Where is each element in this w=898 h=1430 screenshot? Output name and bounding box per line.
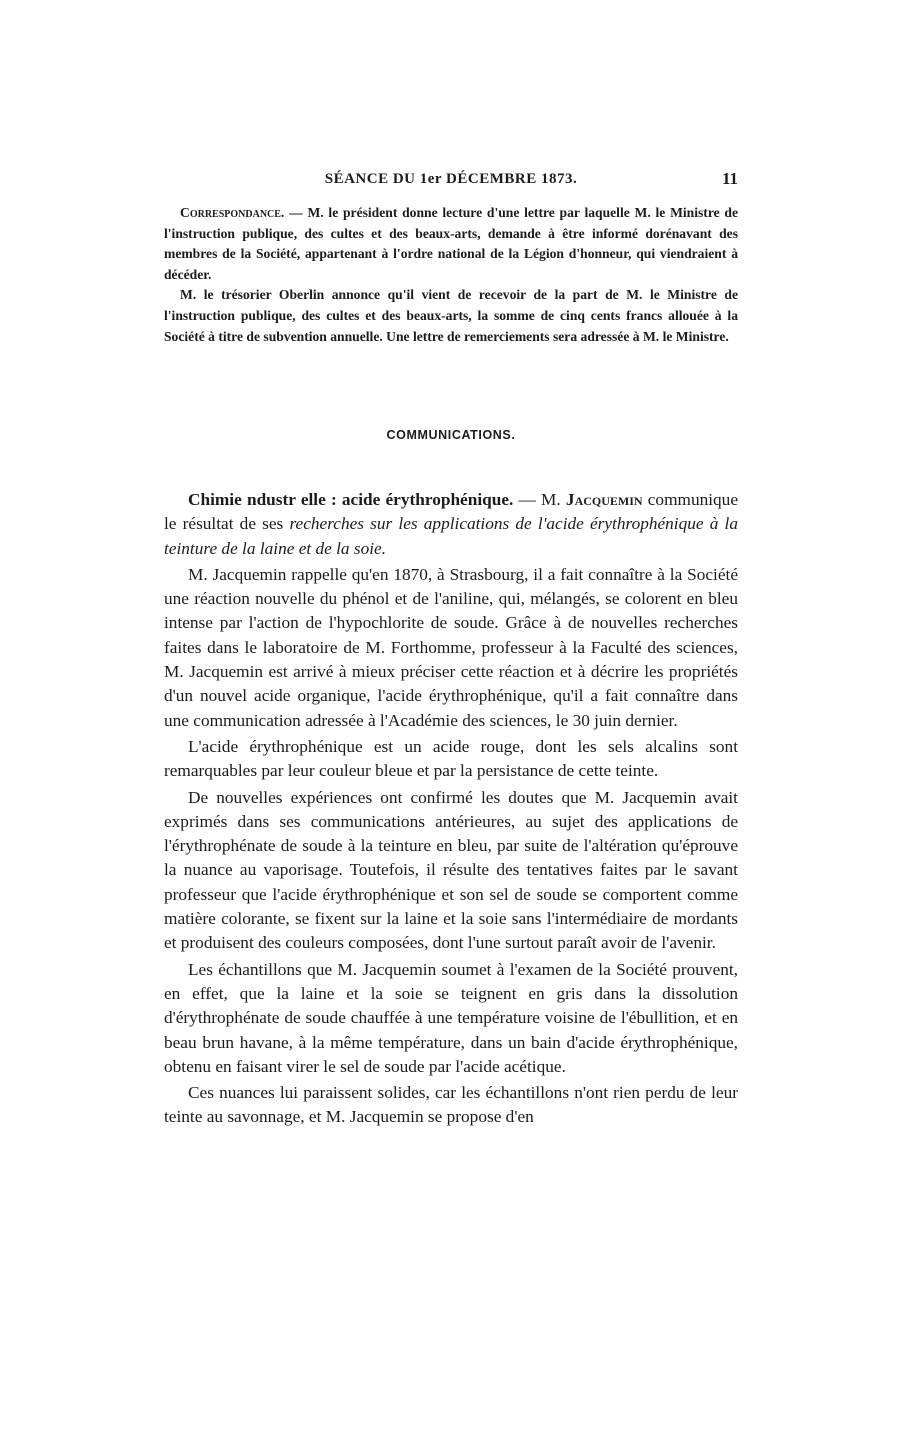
running-title: SÉANCE DU 1er DÉCEMBRE 1873. (324, 171, 578, 187)
paragraph-3: De nouvelles expériences ont confirmé les doutes que M. Jacquemin avait exprimés dans ses communications antérieures, au sujet des applications de l'érythrophénate de soude à la teinture en bleu, par suite de l'altération qu'éprouve la nuance au vaporisage. Toutefois, il résulte des tentatives faites par le savant professeur que l'acide érythrophénique et son sel de soude se comportent comme matière colorante, se fixent sur la laine et la soie sans l'intermédiaire de mordants et produisent des couleurs composées, dont l'une surtout paraît avoir de l'avenir. (164, 787, 738, 953)
paragraph-1: M. Jacquemin rappelle qu'en 1870, à Strasbourg, il a fait connaître à la Société une réaction nouvelle du phénol et de l'aniline, qui, mélangés, se colorent en bleu intense par l'action de l'hypochlorite de soude. Grâce à de nouvelles recherches faites dans le laboratoire de M. Forthomme, professeur à la Faculté des sciences, M. Jacquemin est arrivé à mieux préciser cette réaction et à décrire les propriétés d'un nouvel acide organique, l'acide érythrophénique, qu'il a fait connaître dans une communication adressée à l'Académie des sciences, le 30 juin dernier. (164, 564, 738, 730)
correspondence-paragraph-2: M. le trésorier Oberlin annonce qu'il vient de recevoir de la part de M. le Ministre de l'instruction publique, des cultes et des beaux-arts, la somme de cinq cents francs allouée à la Société à titre de subvention annuelle. Une lettre de remerciements sera adressée à M. le Ministre. (164, 287, 738, 344)
communication-intro (164, 488, 738, 561)
correspondence-paragraph-1 (164, 203, 738, 285)
section-heading: COMMUNICATIONS. (386, 428, 516, 442)
communication-body (164, 488, 738, 1132)
communication-title: recherches sur les applications de l'acide érythrophénique à la teinture de la laine et de la soie. (164, 514, 738, 558)
verb-text: communique le résultat de ses (164, 490, 738, 534)
author-name: Jacquemin (565, 490, 643, 509)
paragraph-5: Ces nuances lui paraissent solides, car les échantillons n'ont rien perdu de leur teinte au savonnage, et M. Jacquemin se propose d'en (164, 1083, 738, 1127)
correspondence-section (164, 203, 738, 347)
correspondence-lead: Correspondance. (180, 205, 285, 220)
paragraph-2: L'acide érythrophénique est un acide rouge, dont les sels alcalins sont remarquables par leur couleur bleue et par la persistance de cette teinte. (164, 736, 738, 781)
communication-topic: Chimie ndustr elle : acide érythrophénique. (188, 490, 514, 509)
correspondence-text: — M. le président donne lecture d'une lettre par laquelle M. le Ministre de l'instruction publique, des cultes et des beaux-arts, demande à être informé dorénavant des membres de la Société, appartenant à l'ordre national de la Légion d'honneur, qui viendraient à décéder. (164, 205, 738, 282)
page-number: 11 (721, 169, 738, 188)
page-header (164, 171, 738, 193)
dash-text: — M. (513, 490, 566, 509)
paragraph-4: Les échantillons que M. Jacquemin soumet à l'examen de la Société prouvent, en effet, que la laine et la soie se teignent en gris dans la dissolution d'érythrophénate de soude chauffée à une température voisine de l'ébullition, et en beau brun havane, à la même température, dans un bain d'acide érythrophénique, obtenu en faisant virer le sel de soude par l'acide acétique. (164, 959, 738, 1076)
